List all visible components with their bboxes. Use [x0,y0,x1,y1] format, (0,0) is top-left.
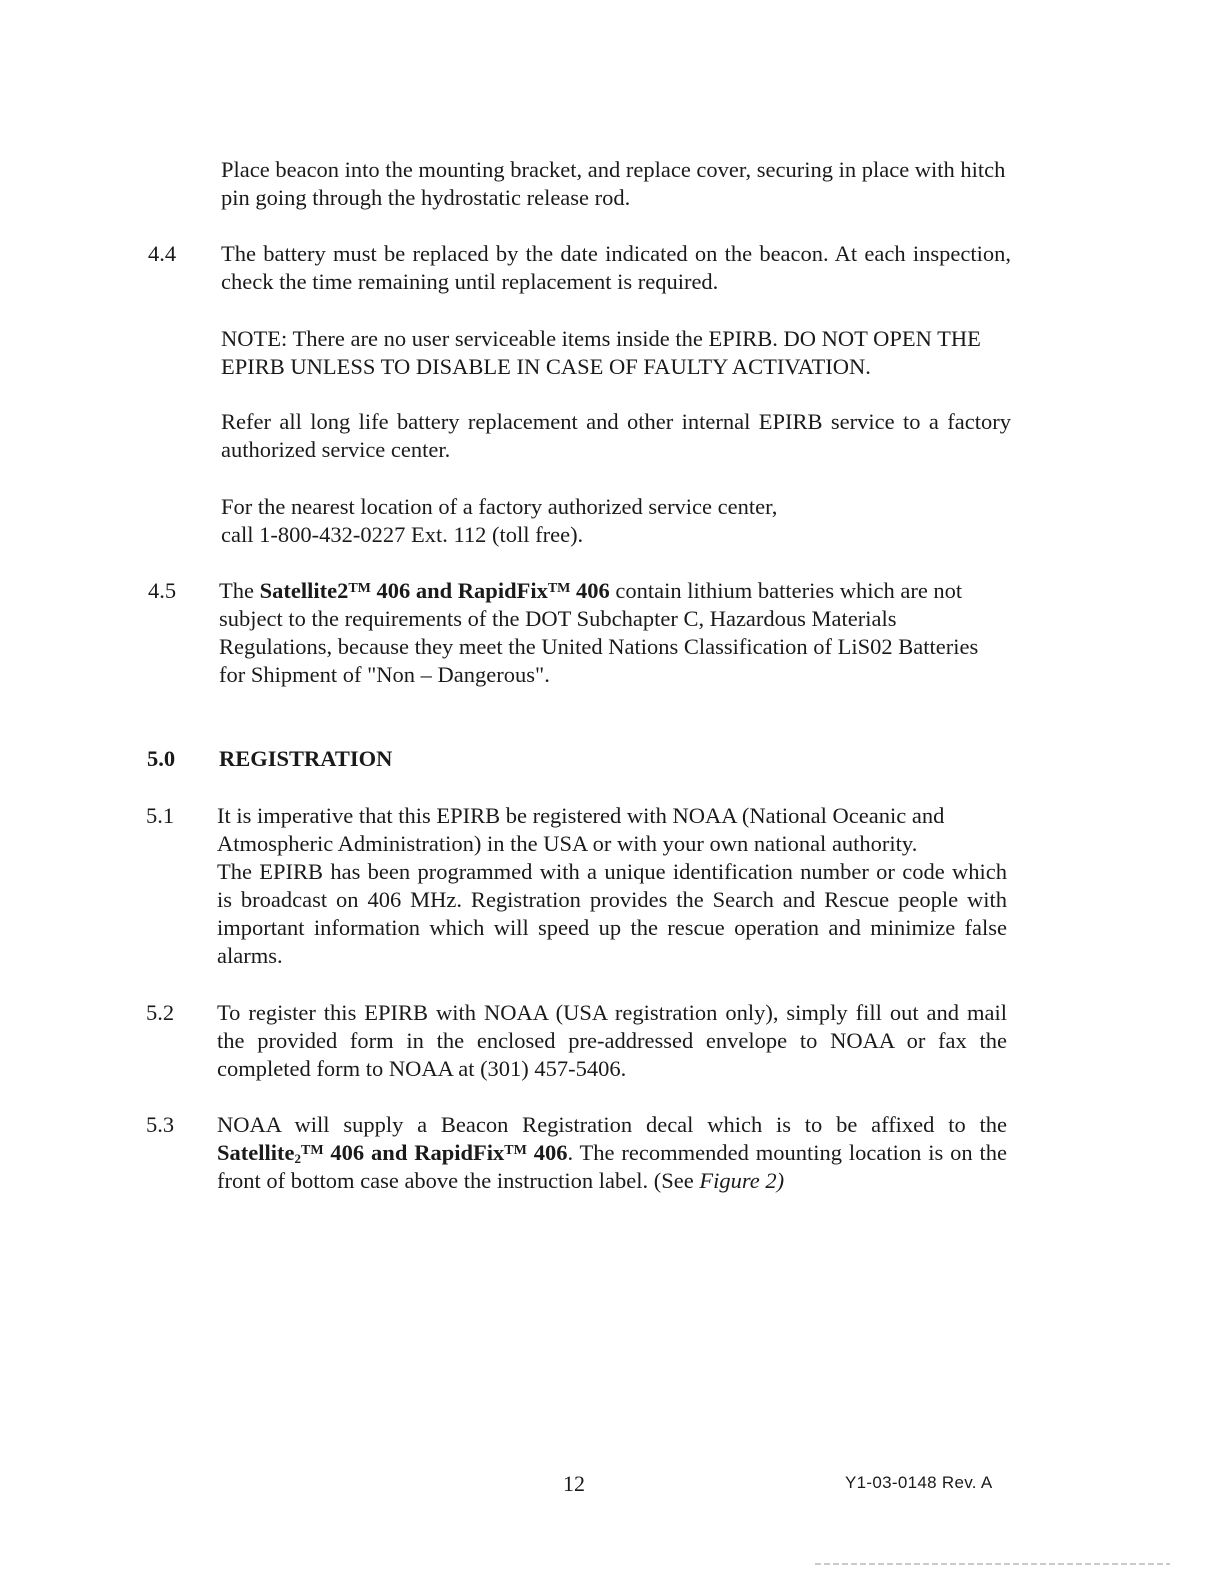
section-number-5-2: 5.2 [146,1000,175,1025]
section-5-3-paragraph [217,1111,1007,1195]
subscript: 2 [294,1151,301,1166]
refer-paragraph: Refer all long life battery replacement and other internal EPIRB service to a factory authorized service center. [221,409,1011,462]
trademark: TM [547,581,571,596]
section-5-1-paragraph-1: It is imperative that this EPIRB be registered with NOAA (National Oceanic and Atmospheric Administration) in the USA or with your own national authority. [217,803,945,856]
text-run: The [219,578,260,603]
section-number-4-5: 4.5 [148,578,177,603]
section-5-2-paragraph: To register this EPIRB with NOAA (USA registration only), simply fill out and mail the provided form in the enclosed pre-addressed envelope to NOAA or fax the completed form to NOAA at (301) 457-5406. [217,1000,1007,1081]
text-run: 406 [570,578,610,603]
section-number-4-4: 4.4 [148,241,177,266]
figure-reference: Figure 2) [699,1168,785,1193]
nearest-service-line: For the nearest location of a factory authorized service center, [221,494,778,519]
intro-paragraph: Place beacon into the mounting bracket, and replace cover, securing in place with hitch pin going through the hydrostatic release rod. [221,157,1006,210]
text-run: Satellite [217,1140,295,1165]
note-paragraph: NOTE: There are no user serviceable items inside the EPIRB. DO NOT OPEN THE EPIRB UNLESS TO DISABLE IN CASE OF FAULTY ACTIVATION. [221,326,981,379]
product-name [217,1140,567,1165]
text-run: 406 and RapidFix [323,1140,505,1165]
trademark: TM [300,1143,324,1158]
text-run: Satellite2 [259,578,349,603]
section-number-5-3: 5.3 [146,1112,175,1137]
section-number-5-0: 5.0 [147,746,176,771]
section-4-4-paragraph: The battery must be replaced by the date indicated on the beacon. At each inspection, check the time remaining until replacement is required. [221,241,1011,294]
section-number-5-1: 5.1 [146,803,175,828]
text-run: contain lithium batteries which are not subject to the requirements of the DOT Subchapter C, Hazardous Materials Regulations, because they meet the United Nations Classification of LiS02 Batteries for Shipment of "Non – Dangerous". [219,578,979,687]
text-run: 406 [526,1140,568,1165]
section-5-1-paragraph-2: The EPIRB has been programmed with a unique identification number or code which is broadcast on 406 MHz. Registration provides the Search and Rescue people with important information which will speed up the rescue operation and minimize false alarms. [217,859,1007,968]
page-number: 12 [563,1471,585,1496]
text-run: . The recommended mounting location is on the front of bottom case above the instruction label. (See [217,1140,1007,1193]
product-name [260,578,610,603]
document-code: Y1-03-0148 Rev. A [845,1473,993,1492]
text-run: 406 and RapidFix [370,578,548,603]
scan-artifact-line [815,1563,1170,1565]
phone-line: call 1-800-432-0227 Ext. 112 (toll free). [221,522,584,547]
section-4-5-paragraph [219,577,984,689]
section-heading-registration: REGISTRATION [219,746,393,771]
text-run: NOAA will supply a Beacon Registration decal which is to be affixed to the [217,1112,1007,1137]
trademark: TM [348,581,371,596]
trademark: TM [504,1143,527,1158]
